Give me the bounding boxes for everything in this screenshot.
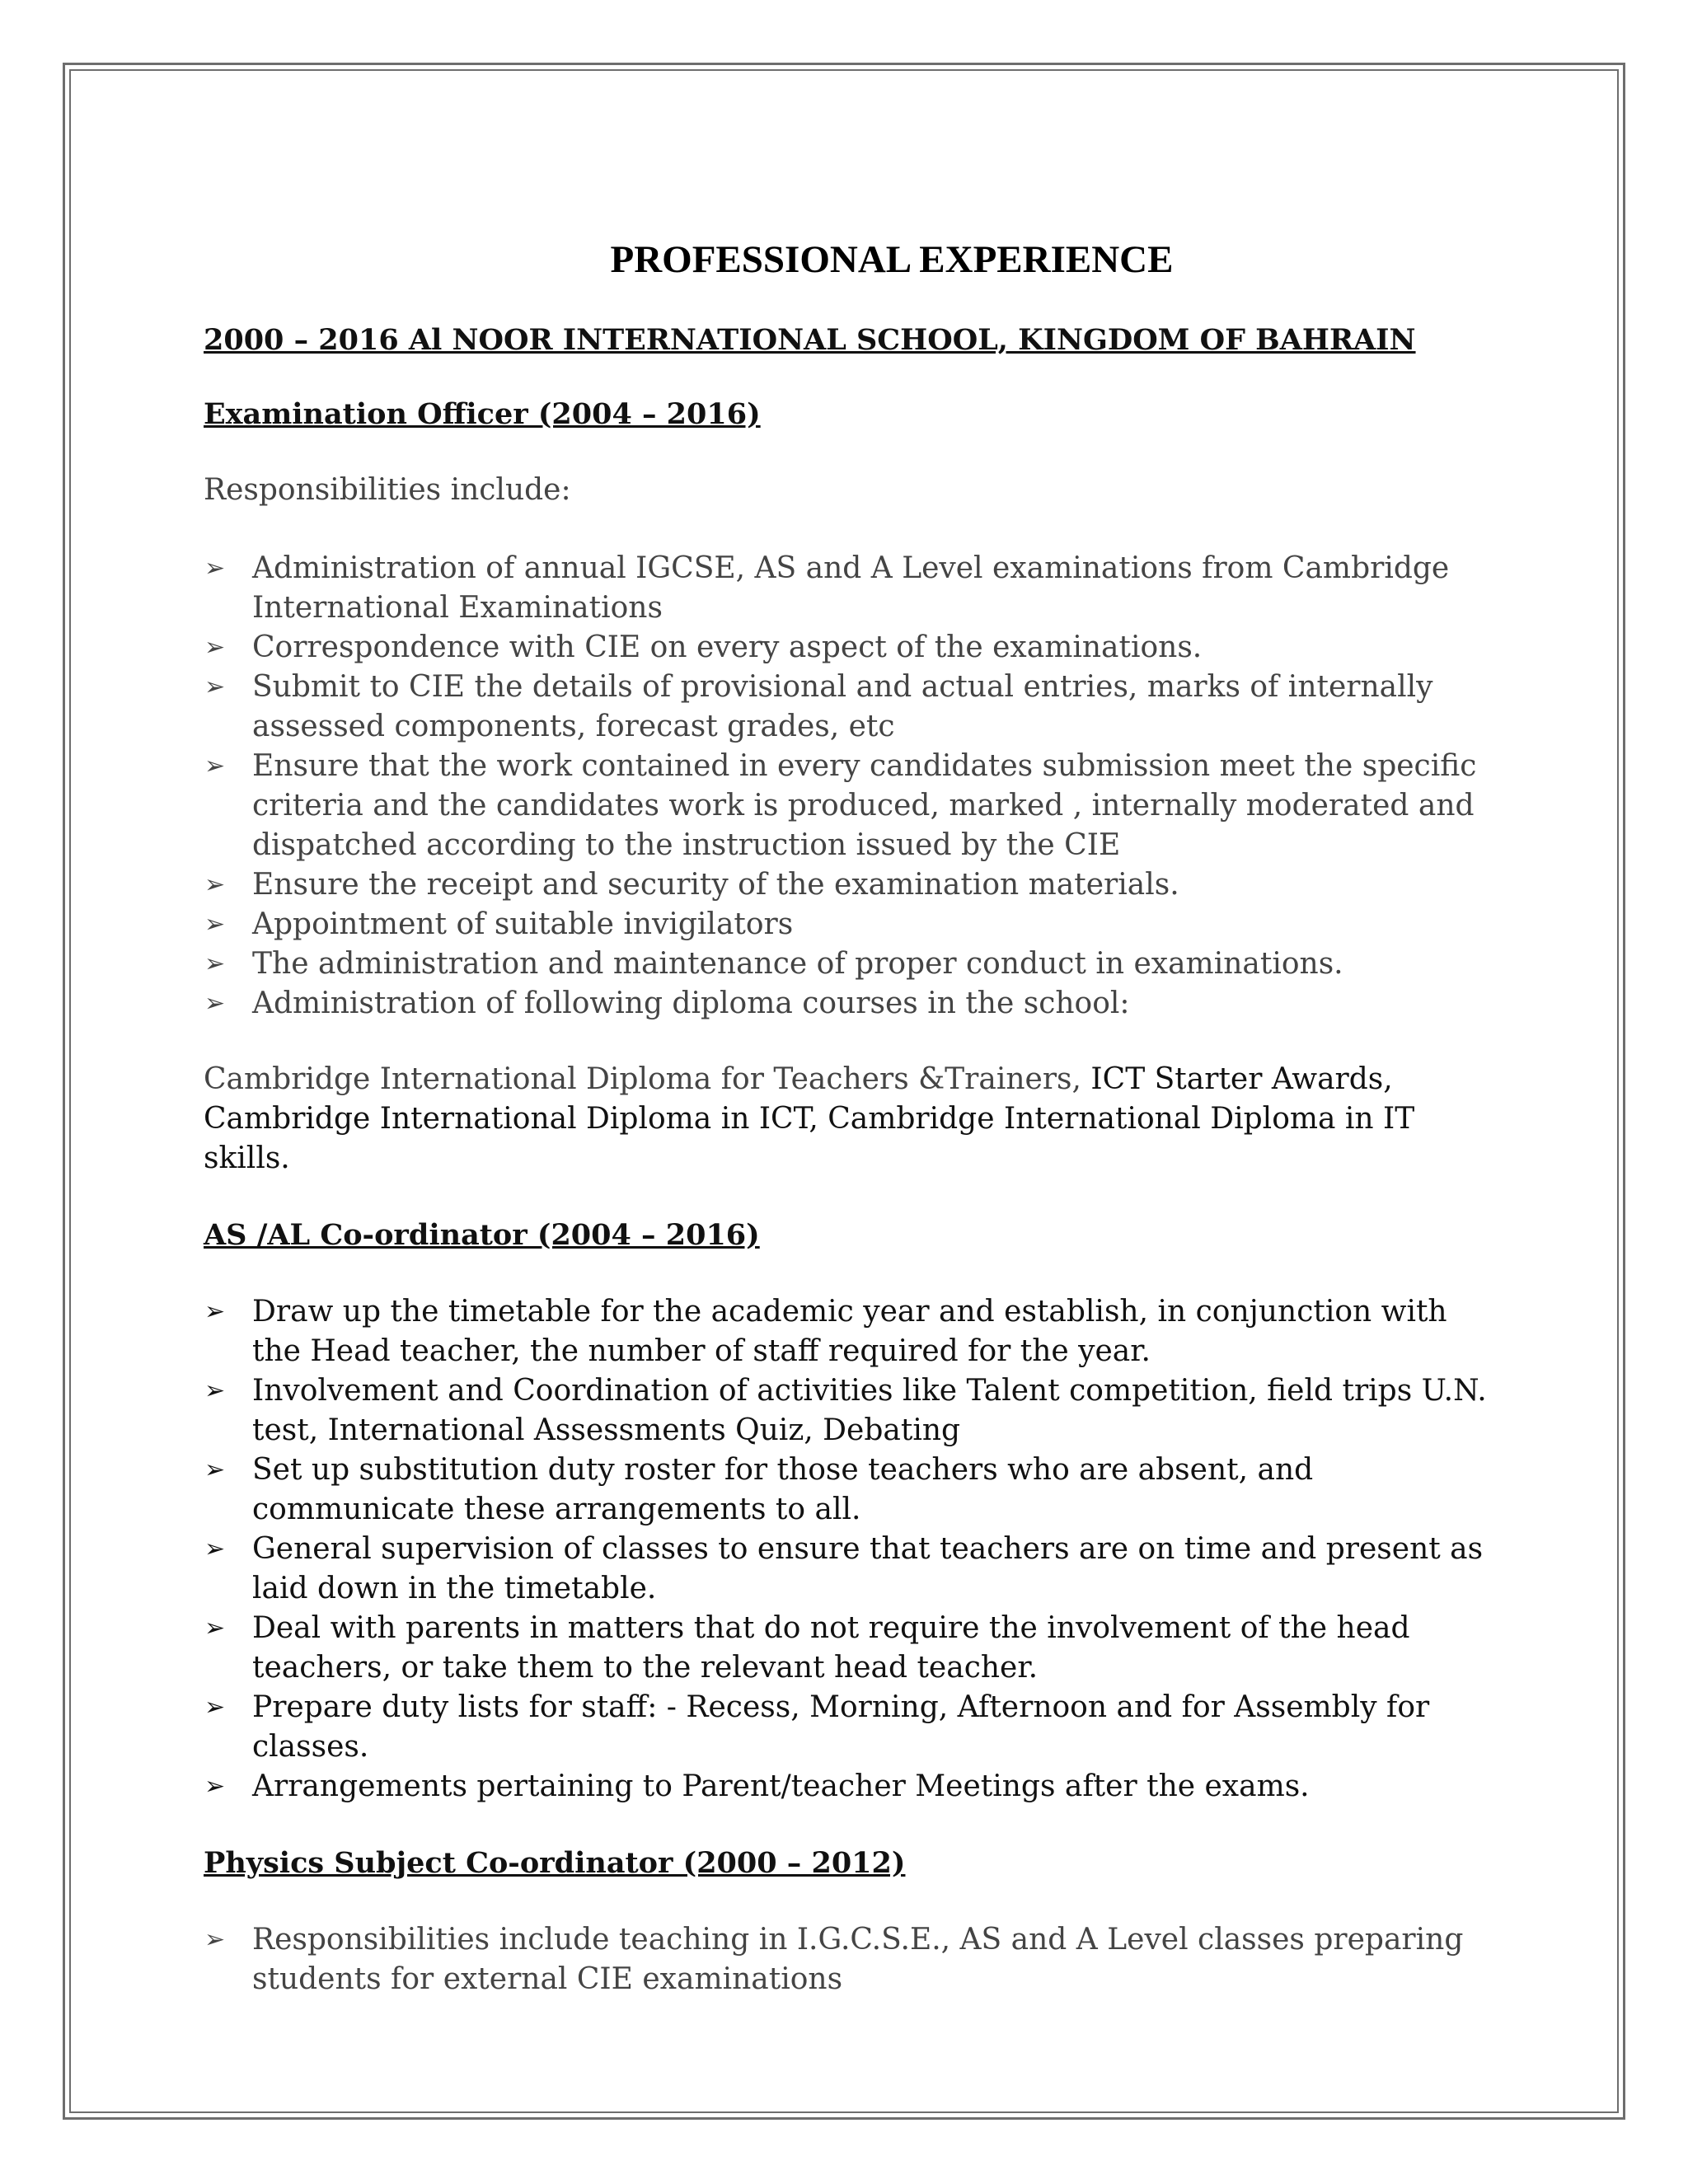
list-item: ➢ Ensure that the work contained in every candidates submission meet the specific criteria and the candidates work is produced, marked , internally moderated and dispatched according to the instruction issued by the CIE: [204, 747, 1489, 865]
arrow-bullet-icon: ➢: [204, 752, 226, 780]
list-item: ➢ Ensure the receipt and security of the examination materials.: [204, 865, 1489, 905]
list-item: ➢ Appointment of suitable invigilators: [204, 905, 1489, 944]
list-item: ➢ Responsibilities include teaching in I.G.C.S.E., AS and A Level classes preparing students for external CIE examinations: [204, 1920, 1489, 1999]
arrow-bullet-icon: ➢: [204, 1693, 226, 1722]
exam-officer-heading: Examination Officer (2004 – 2016): [204, 397, 761, 431]
arrow-bullet-icon: ➢: [204, 1297, 226, 1326]
arrow-bullet-icon: ➢: [204, 910, 226, 939]
coordinator-heading: AS /AL Co-ordinator (2004 – 2016): [204, 1218, 760, 1252]
arrow-bullet-icon: ➢: [204, 633, 226, 662]
list-item: ➢ Arrangements pertaining to Parent/teacher Meetings after the exams.: [204, 1767, 1489, 1807]
list-item: ➢ Deal with parents in matters that do not require the involvement of the head teachers, or take them to the relevant head teacher.: [204, 1609, 1489, 1688]
diploma-text-part1: Cambridge International Diploma for Teachers &Trainers,: [204, 1062, 1081, 1096]
coordinator-list: [204, 1292, 1489, 1807]
diploma-text-part2: ICT Starter Awards, Cambridge International Diploma in ICT, Cambridge International Diploma in IT skills.: [204, 1062, 1415, 1175]
diploma-courses-paragraph: [204, 1060, 1489, 1179]
physics-heading: Physics Subject Co-ordinator (2000 – 2012): [204, 1846, 906, 1880]
arrow-bullet-icon: ➢: [204, 870, 226, 899]
list-item: ➢ Administration of annual IGCSE, AS and A Level examinations from Cambridge International Examinations: [204, 549, 1489, 628]
list-item: ➢ Involvement and Coordination of activities like Talent competition, field trips U.N. test, International Assessments Quiz, Debating: [204, 1371, 1489, 1451]
arrow-bullet-icon: ➢: [204, 989, 226, 1018]
arrow-bullet-icon: ➢: [204, 1535, 226, 1563]
list-item: ➢ Prepare duty lists for staff: - Recess, Morning, Afternoon and for Assembly for classes.: [204, 1688, 1489, 1767]
list-item: ➢ General supervision of classes to ensure that teachers are on time and present as laid down in the timetable.: [204, 1530, 1489, 1609]
physics-list: [204, 1920, 1489, 1999]
arrow-bullet-icon: ➢: [204, 554, 226, 583]
arrow-bullet-icon: ➢: [204, 1925, 226, 1954]
document-body: [204, 231, 1489, 1999]
arrow-bullet-icon: ➢: [204, 1614, 226, 1643]
arrow-bullet-icon: ➢: [204, 1376, 226, 1405]
list-item: ➢ Set up substitution duty roster for those teachers who are absent, and communicate these arrangements to all.: [204, 1451, 1489, 1530]
list-item: ➢ The administration and maintenance of proper conduct in examinations.: [204, 944, 1489, 984]
page-title: PROFESSIONAL EXPERIENCE: [610, 238, 1174, 281]
list-item: ➢ Correspondence with CIE on every aspect of the examinations.: [204, 628, 1489, 668]
school-heading: 2000 – 2016 Al NOOR INTERNATIONAL SCHOOL, KINGDOM OF BAHRAIN: [204, 323, 1416, 357]
exam-officer-list: [204, 549, 1489, 1024]
list-item: ➢ Draw up the timetable for the academic year and establish, in conjunction with the Head teacher, the number of staff required for the year.: [204, 1292, 1489, 1371]
arrow-bullet-icon: ➢: [204, 1772, 226, 1801]
list-item: ➢ Submit to CIE the details of provisional and actual entries, marks of internally assessed components, forecast grades, etc: [204, 668, 1489, 747]
arrow-bullet-icon: ➢: [204, 673, 226, 701]
responsibilities-intro: Responsibilities include:: [204, 473, 571, 507]
list-item: ➢ Administration of following diploma courses in the school:: [204, 984, 1489, 1024]
arrow-bullet-icon: ➢: [204, 1455, 226, 1484]
arrow-bullet-icon: ➢: [204, 949, 226, 978]
